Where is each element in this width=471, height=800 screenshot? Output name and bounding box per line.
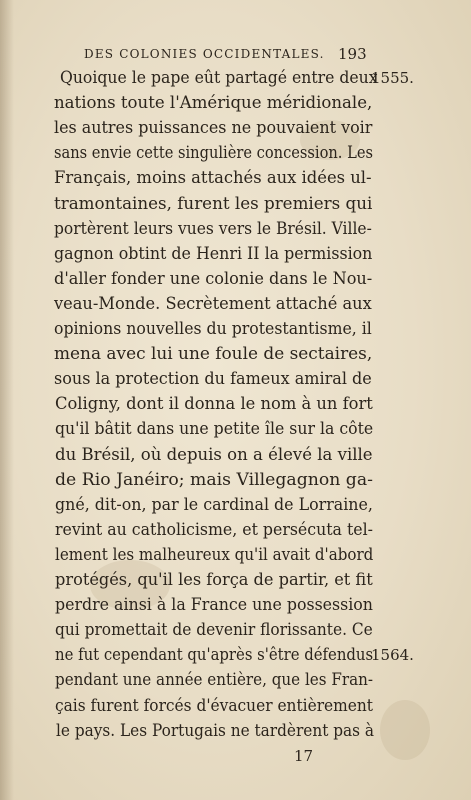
text-line: Quoique le pape eût partagé entre deux	[60, 68, 378, 88]
text-line: opinions nouvelles du protestantisme, il	[54, 319, 372, 339]
margin-date: 1564.	[371, 646, 414, 665]
text-line: les autres puissances ne pouvaient voir	[54, 118, 373, 139]
text-line: mena avec lui une foule de sectaires,	[54, 344, 373, 365]
signature-mark: 17	[294, 747, 314, 765]
text-line: protégés, qu'il les força de partir, et fit	[55, 570, 373, 590]
margin-date: 1555.	[371, 69, 414, 87]
text-line: nations toute l'Amérique méridionale,	[54, 93, 373, 114]
text-line: revint au catholicisme, et persécuta tel-	[55, 519, 373, 540]
text-line: tramontaines, furent les premiers qui	[54, 193, 373, 214]
text-line: sous la protection du fameux amiral de	[54, 369, 372, 390]
text-line: du Brésil, où depuis on a élevé la ville	[55, 444, 373, 465]
text-line: qu'il bâtit dans une petite île sur la côte	[55, 419, 374, 440]
text-line: gagnon obtint de Henri II la permission	[54, 243, 373, 264]
binding-shadow	[0, 0, 14, 800]
running-head	[0, 47, 471, 67]
text-line: le pays. Les Portugais ne tardèrent pas à	[56, 720, 375, 741]
text-line: Coligny, dont il donna le nom à un fort	[55, 394, 373, 415]
text-line: lement les malheureux qu'il avait d'abord	[55, 544, 374, 565]
text-line: Français, moins attachés aux idées ul-	[54, 168, 372, 189]
text-line: ne fut cependant qu'après s'être défendus	[55, 645, 374, 666]
text-line: pendant une année entière, que les Fran-	[55, 670, 373, 691]
paper-stain	[380, 700, 430, 760]
text-line: veau-Monde. Secrètement attaché aux	[54, 293, 372, 314]
text-line: d'aller fonder une colonie dans le Nou-	[54, 268, 373, 289]
text-line: qui promettait de devenir florissante. Ce	[55, 620, 373, 641]
text-line: portèrent leurs vues vers le Brésil. Ville-	[54, 218, 372, 239]
text-line: gné, dit-on, par le cardinal de Lorraine,	[55, 494, 373, 515]
page-number: 193	[338, 45, 367, 63]
text-line: perdre ainsi à la France une possession	[55, 595, 373, 616]
running-head-title: DES COLONIES OCCIDENTALES.	[84, 47, 325, 61]
text-line: çais furent forcés d'évacuer entièrement	[55, 695, 373, 716]
text-line: sans envie cette singulière concession. Les	[54, 143, 373, 164]
text-line: de Rio Janéiro; mais Villegagnon ga-	[55, 469, 373, 490]
